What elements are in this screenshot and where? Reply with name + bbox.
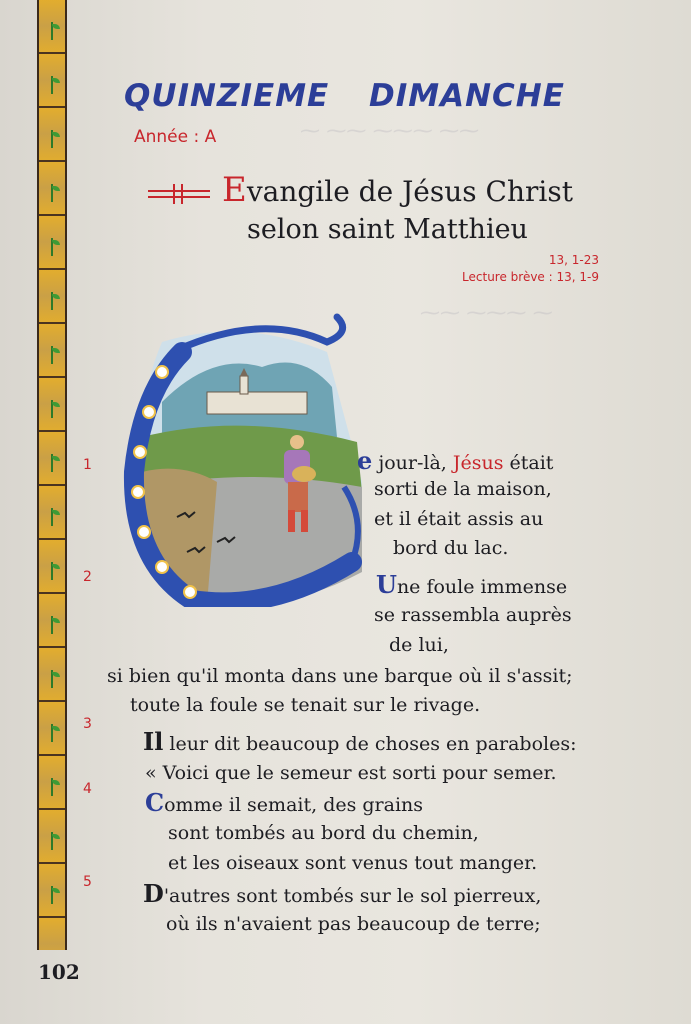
cross-icon [148, 184, 210, 204]
gospel-heading-line2: selon saint Matthieu [247, 214, 528, 245]
show-through-text: ⁓⁓ ⁓⁓⁓ ⁓ [420, 300, 553, 324]
text-line: de lui, [389, 634, 449, 656]
page-title: QUINZIEME DIMANCHE [124, 78, 565, 114]
verse-number: 2 [83, 569, 92, 585]
liturgical-year: Année : A [134, 127, 217, 147]
text-line: et il était assis au [374, 508, 544, 530]
text-line: Une foule immense [376, 570, 568, 599]
text-line: si bien qu'il monta dans une barque où il s'assit; [107, 665, 573, 687]
text-line: « Voici que le semeur est sorti pour semer. [145, 762, 557, 784]
decorative-border [37, 0, 67, 950]
text-line: se rassembla auprès [374, 604, 572, 626]
verse-number: 4 [83, 781, 92, 797]
text-line: sont tombés au bord du chemin, [168, 822, 479, 844]
text-line: D'autres sont tombés sur le sol pierreux, [143, 879, 542, 908]
text-line: bord du lac. [393, 537, 509, 559]
gospel-heading: Evangile de Jésus Christ [222, 170, 573, 210]
illuminated-initial-illustration [122, 312, 367, 607]
verse-number: 1 [83, 457, 92, 473]
text-line: Comme il semait, des grains [145, 788, 424, 817]
verse-number: 3 [83, 716, 92, 732]
text-line: e jour-là, Jésus était [357, 446, 554, 475]
page-number: 102 [38, 960, 80, 984]
scripture-reference: 13, 1-23 Lecture brève : 13, 1-9 [462, 253, 599, 284]
show-through-text: ⁓ ⁓⁓ ⁓⁓⁓ ⁓⁓ [300, 118, 480, 142]
text-line: et les oiseaux sont venus tout manger. [168, 852, 538, 874]
text-line: Il leur dit beaucoup de choses en paraboles: [143, 727, 577, 756]
text-line: sorti de la maison, [374, 478, 552, 500]
text-line: où ils n'avaient pas beaucoup de terre; [166, 913, 541, 935]
text-line: toute la foule se tenait sur le rivage. [130, 694, 481, 716]
verse-number: 5 [83, 874, 92, 890]
gospel-initial: E [222, 170, 247, 210]
